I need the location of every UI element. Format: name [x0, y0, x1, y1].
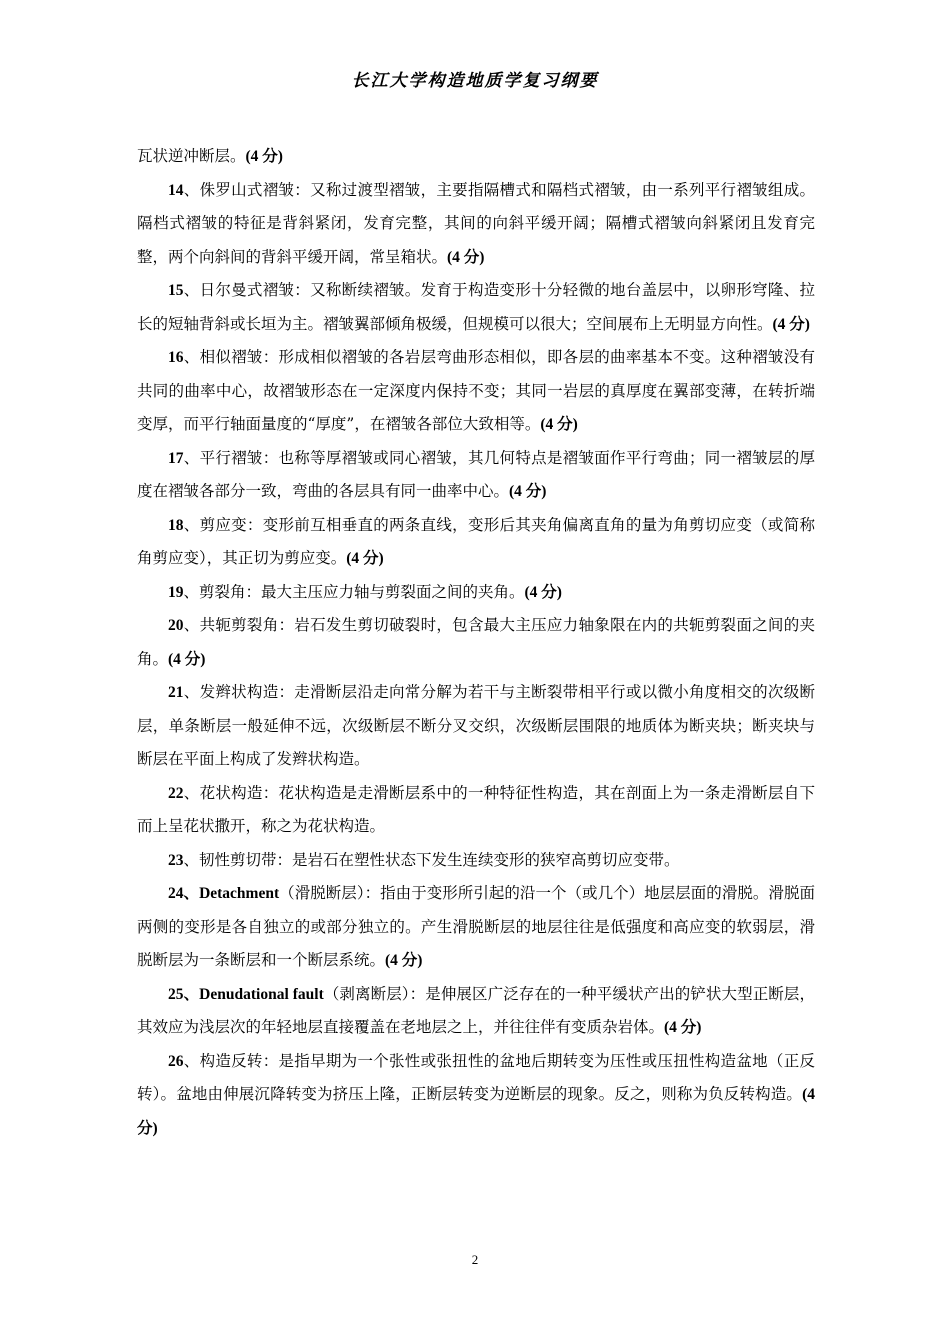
term-paragraph	[137, 777, 815, 844]
item-number: 17	[168, 449, 184, 467]
paragraph-text: 、侏罗山式褶皱：又称过渡型褶皱，主要指隔槽式和隔档式褶皱，由一系列平行褶皱组成。隔档式褶皱的特征是背斜紧闭，发育完整，其间的向斜平缓开阔；隔槽式褶皱向斜紧闭且发育完整，两个向斜间的背斜平缓开阔，常呈箱状。	[137, 180, 815, 266]
paragraph-text: 、剪应变：变形前互相垂直的两条直线，变形后其夹角偏离直角的量为角剪切应变（或简称角剪应变），其正切为剪应变。	[137, 515, 815, 567]
term-paragraph	[137, 877, 815, 978]
item-number: 16	[168, 349, 184, 366]
item-number: 20	[168, 617, 184, 634]
item-number: 21	[168, 684, 184, 701]
score-label: (4 分)	[524, 583, 562, 601]
paragraph-text: 、韧性剪切带：是岩石在塑性状态下发生连续变形的狭窄高剪切应变带。	[183, 850, 680, 869]
item-number: 25	[168, 985, 184, 1003]
document-body	[137, 140, 815, 1145]
term-paragraph	[137, 1045, 815, 1146]
paragraph-text: 、相似褶皱：形成相似褶皱的各岩层弯曲形态相似，即各层的曲率基本不变。这种褶皱没有共同的曲率中心，故褶皱形态在一定深度内保持不变；其同一岩层的真厚度在翼部变薄，在转折端变厚，而平行轴面量度的“厚度”，在褶皱各部位大致相等。	[137, 348, 815, 433]
score-label: (4 分)	[168, 650, 206, 668]
paragraph-text: 、剪裂角：最大主压应力轴与剪裂面之间的夹角。	[183, 582, 525, 601]
paragraph-text: 、日尔曼式褶皱：又称断续褶皱。发育于构造变形十分轻微的地台盖层中，以卵形穹隆、拉长的短轴背斜或长垣为主。褶皱翼部倾角极缓，但规模可以很大；空间展布上无明显方向性。	[137, 281, 815, 333]
term-paragraph	[137, 844, 815, 878]
item-number: 19	[168, 583, 184, 601]
paragraph-text: 、发辫状构造：走滑断层沿走向常分解为若干与主断裂带相平行或以微小角度相交的次级断层，单条断层一般延伸不远，次级断层不断分叉交织，次级断层围限的地质体为断夹块；断夹块与断层在平面上构成了发辫状构造。	[137, 683, 815, 768]
term-paragraph	[137, 274, 815, 341]
item-number: 18	[168, 516, 184, 534]
paragraph-text: 瓦状逆冲断层。	[137, 147, 246, 165]
item-number: 15	[168, 282, 184, 299]
score-label: (4 分)	[137, 1086, 815, 1137]
term-paragraph	[137, 676, 815, 777]
score-label: (4 分)	[540, 416, 578, 433]
term-paragraph	[137, 978, 815, 1045]
item-number: 24	[168, 885, 184, 902]
score-label: (4 分)	[385, 952, 423, 969]
term-paragraph	[137, 174, 815, 275]
term-paragraph	[137, 576, 815, 610]
continuation-paragraph	[137, 140, 815, 174]
page-number: 2	[471, 1252, 479, 1267]
paragraph-text: 、构造反转：是指早期为一个张性或张扭性的盆地后期转变为压性或压扭性构造盆地（正反转）。盆地由伸展沉降转变为挤压上隆，正断层转变为逆断层的现象。反之，则称为负反转构造。	[137, 1051, 815, 1103]
paragraph-text: （剥离断层）：是伸展区广泛存在的一种平缓状产出的铲状大型正断层，其效应为浅层次的年轻地层直接覆盖在老地层之上，并往往伴有变质杂岩体。	[137, 984, 815, 1036]
score-label: (4 分)	[447, 248, 485, 266]
paragraph-text: 、共轭剪裂角：岩石发生剪切破裂时，包含最大主压应力轴象限在内的共轭剪裂面之间的夹角。	[137, 616, 815, 668]
item-number: 26	[168, 1052, 184, 1070]
paragraph-text: 、平行褶皱：也称等厚褶皱或同心褶皱，其几何特点是褶皱面作平行弯曲；同一褶皱层的厚度在褶皱各部分一致，弯曲的各层具有同一曲率中心。	[137, 448, 815, 500]
item-number: 22	[168, 784, 184, 802]
item-number: 23	[168, 851, 184, 869]
item-number: 14	[168, 181, 184, 199]
english-term: 、Detachment	[183, 885, 280, 902]
score-label: (4 分)	[245, 148, 283, 165]
score-label: (4 分)	[772, 315, 810, 333]
score-label: (4 分)	[664, 1019, 702, 1036]
paragraph-text: 、花状构造：花状构造是走滑断层系中的一种特征性构造，其在剖面上为一条走滑断层自下而上呈花状撒开，称之为花状构造。	[137, 783, 815, 835]
english-term: 、Denudational fault	[183, 985, 324, 1003]
term-paragraph	[137, 341, 815, 442]
term-paragraph	[137, 609, 815, 676]
page-header: 长江大学构造地质学复习纲要	[351, 71, 599, 91]
paragraph-text: （滑脱断层）：指由于变形所引起的沿一个（或几个）地层层面的滑脱。滑脱面两侧的变形是各自独立的或部分独立的。产生滑脱断层的地层往往是低强度和高应变的软弱层，滑脱断层为一条断层和一个断层系统。	[137, 884, 815, 969]
score-label: (4 分)	[346, 550, 384, 567]
term-paragraph	[137, 442, 815, 509]
score-label: (4 分)	[509, 483, 547, 500]
term-paragraph	[137, 509, 815, 576]
